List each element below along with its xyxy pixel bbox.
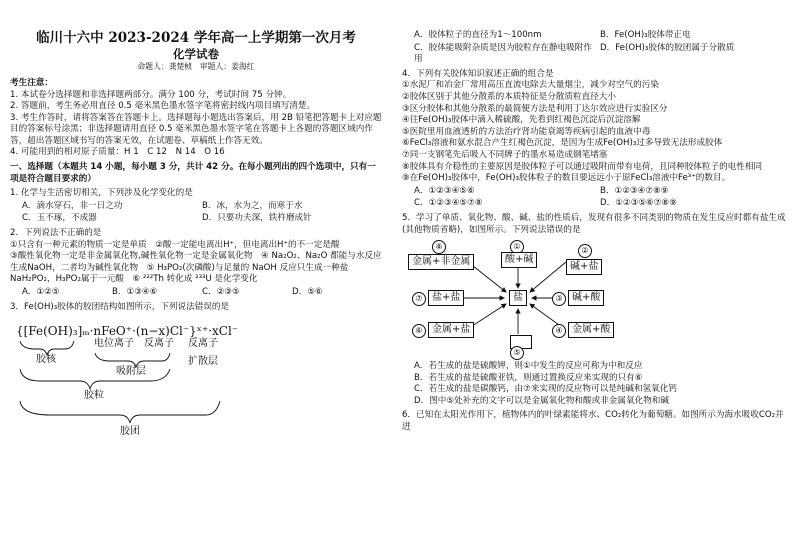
q3-option-c: C．胶体能吸附杂质是因为胶粒存在静电吸附作用 bbox=[414, 42, 592, 65]
box-metal-salt: 金属+盐 bbox=[428, 322, 474, 338]
q4-line: ⑥FeCl₃溶液和氨水混合产生红褐色沉淀，是因为生成Fe(OH)₃过多导致无法形成胶体 bbox=[402, 138, 723, 149]
marker-8: ⑧ bbox=[432, 240, 446, 254]
box-acid-base: 酸+碱 bbox=[501, 252, 537, 268]
exam-title: 临川十六中 2023-2024 学年高一上学期第一次月考 bbox=[36, 30, 356, 46]
exam-subtitle: 化学试卷 bbox=[173, 46, 219, 61]
box-salt-center: 盐 bbox=[509, 290, 527, 306]
q5-option-b: B．若生成的盐是硫酸亚铁，则通过置换反应来实现的只有⑥ bbox=[414, 372, 643, 383]
label-particle: 胶粒 bbox=[84, 390, 104, 402]
q2-option-d: D．⑤⑥ bbox=[292, 287, 323, 297]
note-item: 3. 考生作答时，请将答案答在答题卡上。选择题每小题选出答案后，用 2B 铅笔把答题卡上对应题目的答案标号涂黑；非选择题请用直径 0.5 毫米黑色墨水签字笔在答题卡上各题的答题区域内作答，超出答题区域书写的答案无效，在试题卷、草稿纸上作答无效。 bbox=[10, 112, 382, 146]
marker-4: ④ bbox=[552, 324, 566, 338]
q1-option-a: A．滴水穿石，非一日之功 bbox=[22, 200, 123, 211]
label-potential-ion: 电位离子 bbox=[94, 338, 134, 350]
box-base-acid: 碱+酸 bbox=[568, 290, 604, 306]
q4-options-row1 bbox=[414, 186, 786, 198]
note-item: 1. 本试卷分选择题和非选择题两部分。满分 100 分，考试时间 75 分钟。 bbox=[10, 89, 292, 100]
q5-stem: 5．学习了单质、氧化物、酸、碱、盐的性质后，发现有很多不同类别的物质在发生反应时都有盐生成(其他物质省略)，如图所示。下列说法错误的是 bbox=[402, 212, 786, 235]
q1-stem: 1. 化学与生活密切相关，下列涉及化学变化的是 bbox=[10, 188, 193, 199]
note-item: 2. 答题前，考生务必用直径 0.5 毫米黑色墨水签字笔将密封线内项目填写清楚。 bbox=[10, 101, 316, 112]
q2-stem: 2．下列说法不正确的是 bbox=[10, 228, 102, 239]
q1-options-row2 bbox=[22, 213, 382, 225]
q4-option-b: B．①②③④⑦⑧⑨ bbox=[600, 185, 669, 196]
q2-line: ①只含有一种元素的物质一定是单质 ②酸一定能电离出H⁺，但电离出H⁺的不一定是酸 bbox=[10, 239, 340, 250]
label-adsorption-layer: 吸附层 bbox=[116, 366, 146, 378]
q4-options-row2 bbox=[414, 198, 786, 210]
q2-option-c: C．②③⑤ bbox=[202, 287, 240, 297]
right-column bbox=[402, 0, 786, 434]
marker-1: ① bbox=[510, 240, 524, 254]
box-metal-nonmetal: 金属+非金属 bbox=[408, 254, 474, 270]
box-base-salt: 碱+盐 bbox=[566, 259, 602, 275]
q3-options-row2 bbox=[414, 43, 786, 66]
q4-line: ③区分胶体和其他分散系的最简便方法是利用丁达尔效应进行实验区分 bbox=[402, 103, 668, 114]
q4-line: ⑧胶体具有介稳性的主要原因是胶体粒子可以通过吸附而带有电荷，且同种胶体粒子的电性相同 bbox=[402, 161, 763, 172]
q4-stem: 4．下列有关胶体知识叙述正确的组合是 bbox=[402, 68, 554, 79]
q4-option-d: D．①②③⑤⑥⑦⑧⑨ bbox=[600, 198, 677, 209]
q4-line: ①水泥厂和冶金厂常用高压直流电除去大量烟尘，减少对空气的污染 bbox=[402, 80, 659, 91]
label-counter-ion: 反离子 bbox=[144, 338, 174, 350]
q3-option-a: A．胶体粒子的直径为1～100nm bbox=[414, 30, 542, 40]
q3-option-d: D．Fe(OH)₃胶体的胶团属于分散质 bbox=[600, 42, 735, 53]
box-metal-acid: 金属+酸 bbox=[568, 322, 614, 338]
left-column bbox=[10, 0, 382, 449]
q4-line: ⑦同一支钢笔先后吸入不同牌子的墨水易造成钢笔堵塞 bbox=[402, 149, 608, 160]
q1-option-c: C．玉不琢，不成器 bbox=[22, 213, 97, 224]
q4-line: ②胶体区别于其他分散系的本质特征是分散质粒直径大小 bbox=[402, 91, 616, 102]
q4-line: ④往Fe(OH)₃胶体中滴入稀硫酸，先看到红褐色沉淀后沉淀溶解 bbox=[402, 115, 641, 126]
q4-option-a: A．①②③④⑤⑥ bbox=[414, 185, 475, 196]
q6-stem: 6．已知在太阳光作用下，植物体内的叶绿素能将水、CO₂转化为葡萄糖。如图所示为海水吸收CO₂并进 bbox=[402, 410, 784, 433]
q4-line: ⑤医院里用血液透析的方法治疗肾功能衰竭等疾病引起的血液中毒 bbox=[402, 126, 651, 137]
box-salt-salt: 盐+盐 bbox=[428, 290, 464, 306]
label-core: 胶核 bbox=[36, 354, 56, 366]
q3-option-b: B．Fe(OH)₃胶体带正电 bbox=[600, 30, 691, 40]
notes-heading: 考生注意： bbox=[10, 77, 53, 88]
q5-option-d: D．图中⑤处补充的文字可以是金属氧化物和酸或非金属氧化物和碱 bbox=[414, 395, 669, 406]
q3-options-row1 bbox=[414, 30, 786, 42]
salt-formation-diagram bbox=[406, 242, 636, 357]
q2-line: ③酸性氧化物一定是非金属氧化物,碱性氧化物一定是金属氧化物 ④ Na₂O₂、Na₂O 都能与水反应生成NaOH，二者均为碱性氧化物 ⑤ H₃PO₂(次磷酸)与足量的 NaOH 反应只生成一种盐 NaH₂PO₂，H₃PO₂属于一元酸 ⑥ ²²²Th 转化成 ²³³U 是化学变化 bbox=[10, 251, 382, 285]
q1-option-d: D．只要功夫深，铁杵磨成针 bbox=[202, 213, 312, 224]
colloid-formula: {[Fe(OH)₃]ₘ·nFeO⁺·(n−x)Cl⁻}ˣ⁺·xCl⁻ bbox=[16, 324, 239, 339]
q2-options bbox=[22, 287, 382, 299]
label-counter-ion-2: 反离子 bbox=[188, 338, 218, 350]
section-heading: 一、选择题（本题共 14 小题，每小题 3 分，共计 42 分。在每小题列出的四个选项中，只有一项是符合题目要求的） bbox=[10, 162, 376, 184]
marker-3: ③ bbox=[552, 292, 566, 306]
marker-6: ⑥ bbox=[412, 324, 426, 338]
note-item: 4. 可能用到的相对原子质量：H 1 C 12 N 14 O 16 bbox=[10, 147, 225, 158]
exam-authors: 命题人：龚楚桢 审题人：姜海红 bbox=[137, 62, 255, 72]
q1-option-b: B．冰，水为之，而寒于水 bbox=[202, 200, 303, 211]
q4-line: ⑨在Fe(OH)₃胶体中，Fe(OH)₃胶体粒子的数目要远远小于原FeCl₃溶液中Fe³⁺的数目。 bbox=[402, 173, 731, 184]
q3-stem: 3．Fe(OH)₃胶体的胶团结构如图所示，下列说法错误的是 bbox=[10, 301, 230, 312]
q5-option-c: C．若生成的盐是碳酸钙，由⑦来实现的反应物可以是纯碱和氢氧化钙 bbox=[414, 384, 677, 395]
colloid-structure-diagram bbox=[10, 319, 239, 449]
q2-option-b: B．①③④⑥ bbox=[112, 287, 158, 297]
marker-7: ⑦ bbox=[412, 292, 426, 306]
marker-2: ② bbox=[578, 244, 592, 258]
label-micelle: 胶团 bbox=[120, 426, 140, 438]
q2-option-a: A．①②⑤ bbox=[22, 287, 60, 297]
q5-option-a: A．若生成的盐是硫酸钾，则①中发生的反应可称为中和反应 bbox=[414, 361, 643, 372]
label-diffusion-layer: 扩散层 bbox=[188, 356, 218, 368]
q4-option-c: C．①②③④⑤⑦⑧ bbox=[414, 198, 483, 209]
q1-options-row1 bbox=[22, 201, 382, 213]
marker-5: ⑤ bbox=[510, 346, 524, 360]
